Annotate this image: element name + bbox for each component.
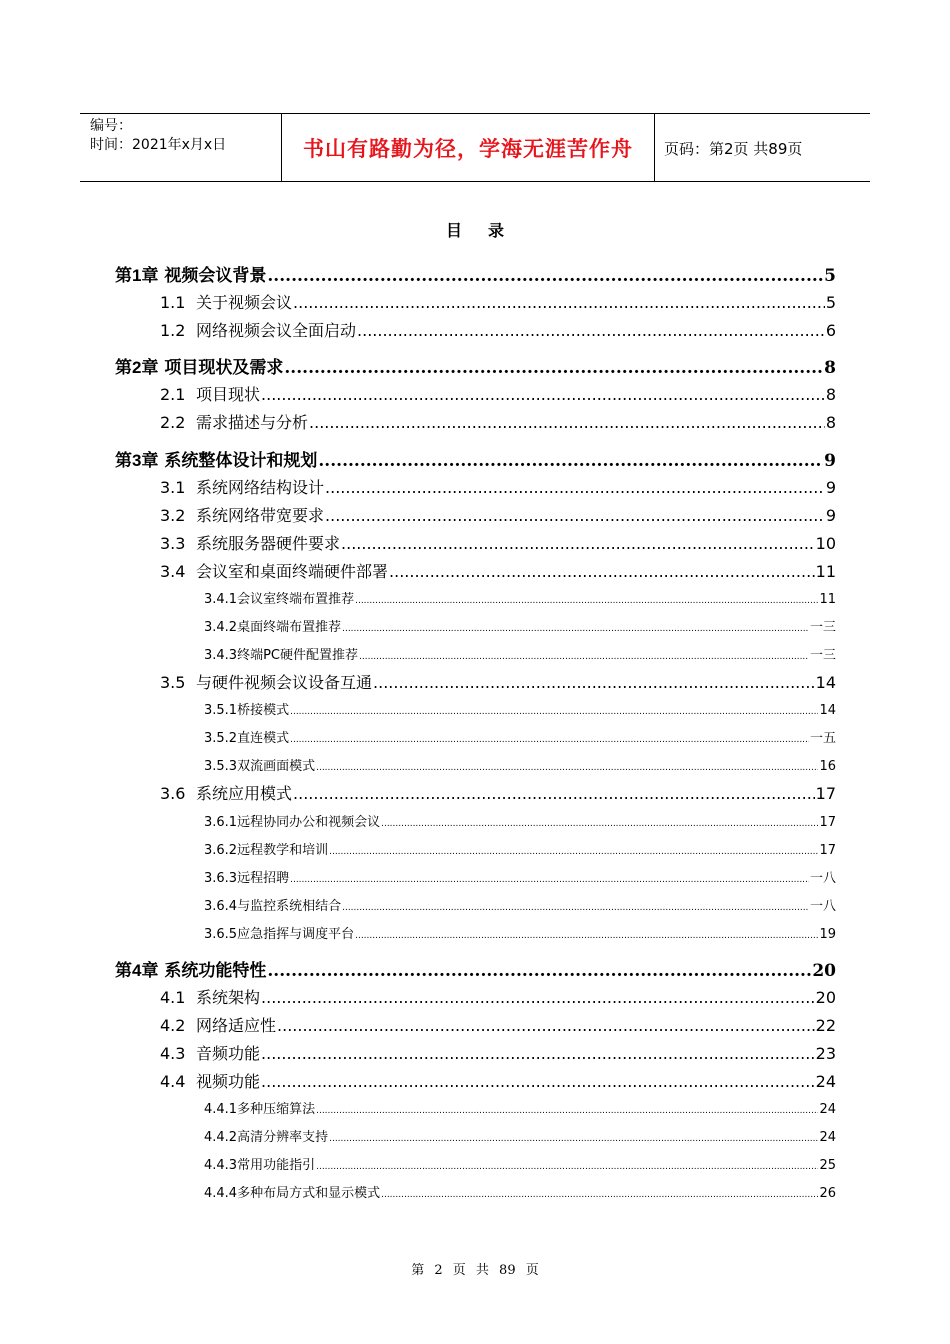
toc-title: 目录 bbox=[445, 221, 530, 240]
document-number: 编号： bbox=[90, 118, 132, 134]
toc-entry-3-6-4[interactable] bbox=[204, 895, 836, 914]
toc-entry-page: 25 bbox=[819, 1158, 836, 1173]
toc-entry-title: 音频功能 bbox=[196, 1044, 261, 1063]
toc-entry-number: 4.4.3 bbox=[204, 1158, 238, 1173]
toc-entry-page: 26 bbox=[819, 1186, 836, 1201]
toc-leader-dots bbox=[284, 358, 823, 378]
toc-entry-label bbox=[115, 446, 317, 471]
toc-entry-title: 与硬件视频会议设备互通 bbox=[196, 673, 373, 692]
document-time: 时间：2021年x月x日 bbox=[90, 137, 227, 153]
toc-entry-page: 23 bbox=[815, 1044, 836, 1063]
toc-entry-page: 10 bbox=[815, 534, 836, 553]
toc-entry-number: 1.2 bbox=[160, 321, 186, 340]
toc-leader-dots bbox=[329, 847, 818, 857]
toc-leader-dots bbox=[316, 1106, 818, 1116]
toc-entry-title: 系统功能特性 bbox=[158, 961, 267, 981]
toc-entry-title: 关于视频会议 bbox=[196, 293, 293, 312]
toc-entry-page: 19 bbox=[819, 927, 836, 942]
toc-entry-label bbox=[204, 895, 341, 914]
toc-entry-page: 17 bbox=[815, 784, 836, 803]
toc-entry-number: 4.4 bbox=[160, 1072, 186, 1091]
toc-entry-label bbox=[160, 318, 356, 341]
toc-entry-label bbox=[160, 1013, 276, 1036]
toc-entry-page: 11 bbox=[815, 562, 836, 581]
toc-entry-label bbox=[115, 353, 283, 378]
toc-entry-label bbox=[204, 644, 358, 663]
toc-entry-label bbox=[204, 755, 315, 774]
toc-entry-page: 5 bbox=[825, 293, 836, 312]
toc-entry-title: 系统网络带宽要求 bbox=[196, 506, 325, 525]
toc-entry-number: 4.2 bbox=[160, 1016, 186, 1035]
toc-leader-dots bbox=[355, 596, 818, 606]
toc-entry-4-4-3[interactable] bbox=[204, 1154, 836, 1173]
toc-entry-3-2[interactable] bbox=[160, 503, 836, 526]
toc-entry-page: 9 bbox=[825, 506, 836, 525]
toc-entry-label bbox=[204, 1182, 380, 1201]
toc-entry-title: 多种压缩算法 bbox=[237, 1102, 316, 1117]
toc-leader-dots bbox=[381, 819, 818, 829]
toc-entry-2-2[interactable] bbox=[160, 410, 836, 433]
toc-entry-label bbox=[204, 727, 289, 746]
toc-entry-label bbox=[160, 290, 292, 313]
toc-entry-number: 3.5 bbox=[160, 673, 186, 692]
toc-entry-label bbox=[204, 1098, 315, 1117]
toc-entry-title: 视频会议背景 bbox=[158, 266, 267, 286]
toc-entry-number: 3.5.2 bbox=[204, 731, 238, 746]
toc-entry-3-6[interactable] bbox=[160, 781, 836, 804]
toc-entry-3-5-2[interactable] bbox=[204, 727, 836, 746]
toc-entry-number: 第4章 bbox=[115, 961, 159, 980]
toc-entry-page: 一八 bbox=[809, 899, 836, 914]
toc-entry-3-1[interactable] bbox=[160, 475, 836, 498]
toc-leader-dots bbox=[325, 478, 825, 497]
toc-entry-label bbox=[204, 699, 289, 718]
toc-entry-4-4-1[interactable] bbox=[204, 1098, 836, 1117]
toc-entry-4-2[interactable] bbox=[160, 1013, 836, 1036]
toc-leader-dots bbox=[290, 735, 809, 745]
toc-entry-number: 4.4.1 bbox=[204, 1102, 238, 1117]
toc-entry-title: 多种布局方式和显示模式 bbox=[237, 1186, 381, 1201]
toc-leader-dots bbox=[341, 534, 815, 553]
toc-entry-number: 3.4.3 bbox=[204, 648, 238, 663]
toc-entry-page: 24 bbox=[815, 1072, 836, 1091]
toc-entry-number: 3.6.1 bbox=[204, 815, 238, 830]
toc-entry-4-3[interactable] bbox=[160, 1041, 836, 1064]
toc-entry-number: 4.1 bbox=[160, 988, 186, 1007]
toc-entry-2-1[interactable] bbox=[160, 382, 836, 405]
header-page-info: 页码：第2页 共89页 bbox=[664, 140, 803, 158]
toc-entry-number: 3.6.3 bbox=[204, 871, 238, 886]
toc-leader-dots bbox=[277, 1016, 815, 1035]
toc-entry-3-4-2[interactable] bbox=[204, 616, 836, 635]
toc-entry-label bbox=[204, 616, 341, 635]
toc-entry-title: 项目现状及需求 bbox=[158, 358, 284, 378]
toc-entry-page: 9 bbox=[824, 451, 836, 471]
toc-entry-title: 与监控系统相结合 bbox=[237, 899, 342, 914]
toc-entry-page: 一三 bbox=[809, 648, 836, 663]
toc-entry-label bbox=[160, 781, 292, 804]
toc-entry-page: 24 bbox=[819, 1130, 836, 1145]
toc-entry-3-6-1[interactable] bbox=[204, 811, 836, 830]
toc-entry-label bbox=[204, 1154, 315, 1173]
toc-entry-1-1[interactable] bbox=[160, 290, 836, 313]
toc-entry-page: 6 bbox=[825, 321, 836, 340]
toc-leader-dots bbox=[373, 673, 815, 692]
toc-leader-dots bbox=[261, 1044, 815, 1063]
toc-entry-title: 常用功能指引 bbox=[237, 1158, 316, 1173]
toc-leader-dots bbox=[325, 506, 825, 525]
toc-leader-dots bbox=[261, 1072, 815, 1091]
toc-entry-page: 9 bbox=[825, 478, 836, 497]
toc-entry-number: 第2章 bbox=[115, 358, 159, 377]
toc-entry-label bbox=[204, 811, 380, 830]
toc-leader-dots bbox=[309, 413, 825, 432]
toc-entry-number: 3.6.5 bbox=[204, 927, 238, 942]
toc-entry-title: 桥接模式 bbox=[237, 703, 290, 718]
toc-entry-label bbox=[204, 839, 328, 858]
toc-entry-title: 系统架构 bbox=[196, 988, 261, 1007]
toc-entry-label bbox=[160, 670, 372, 693]
toc-leader-dots bbox=[316, 1162, 818, 1172]
toc-entry-number: 第3章 bbox=[115, 451, 159, 470]
toc-entry-3-5-3[interactable] bbox=[204, 755, 836, 774]
toc-entry-number: 3.1 bbox=[160, 478, 186, 497]
toc-leader-dots bbox=[318, 451, 823, 471]
toc-entry-label bbox=[160, 475, 324, 498]
toc-leader-dots bbox=[267, 961, 811, 981]
toc-entry-title: 网络适应性 bbox=[196, 1016, 277, 1035]
toc-entry-label bbox=[160, 531, 340, 554]
toc-entry-3-6-5[interactable] bbox=[204, 923, 836, 942]
toc-leader-dots bbox=[342, 903, 809, 913]
toc-entry-title: 会议室终端布置推荐 bbox=[237, 592, 355, 607]
toc-leader-dots bbox=[316, 763, 818, 773]
toc-entry-label bbox=[160, 985, 260, 1008]
toc-entry-title: 应急指挥与调度平台 bbox=[237, 927, 355, 942]
header-motto: 书山有路勤为径，学海无涯苦作舟 bbox=[303, 135, 633, 161]
toc-leader-dots bbox=[261, 385, 825, 404]
toc-entry-title: 网络视频会议全面启动 bbox=[196, 321, 357, 340]
toc-entry-title: 终端PC硬件配置推荐 bbox=[237, 648, 358, 663]
toc-leader-dots bbox=[261, 988, 815, 1007]
toc-entry-title: 双流画面模式 bbox=[237, 759, 316, 774]
toc-entry-3-6-2[interactable] bbox=[204, 839, 836, 858]
toc-entry-title: 远程招聘 bbox=[237, 871, 290, 886]
toc-entry-number: 3.5.3 bbox=[204, 759, 238, 774]
toc-entry-page: 8 bbox=[825, 385, 836, 404]
toc-entry-label bbox=[204, 923, 354, 942]
toc-entry-page: 一三 bbox=[809, 620, 836, 635]
toc-entry-title: 需求描述与分析 bbox=[196, 413, 309, 432]
toc-entry-title: 直连模式 bbox=[237, 731, 290, 746]
toc-entry-1-2[interactable] bbox=[160, 318, 836, 341]
toc-leader-dots bbox=[267, 266, 823, 286]
toc-entry-page: 一八 bbox=[809, 871, 836, 886]
toc-leader-dots bbox=[355, 931, 818, 941]
toc-entry-4-4-2[interactable] bbox=[204, 1126, 836, 1145]
toc-entry-page: 11 bbox=[819, 592, 836, 607]
toc-leader-dots bbox=[293, 293, 825, 312]
toc-entry-page: 20 bbox=[812, 961, 836, 981]
toc-entry-page: 20 bbox=[815, 988, 836, 1007]
toc-entry-number: 3.6.2 bbox=[204, 843, 238, 858]
toc-entry-number: 3.3 bbox=[160, 534, 186, 553]
toc-leader-dots bbox=[389, 562, 815, 581]
toc-entry-number: 1.1 bbox=[160, 293, 186, 312]
toc-entry-3-6-3[interactable] bbox=[204, 867, 836, 886]
toc-entry-page: 一五 bbox=[809, 731, 836, 746]
toc-entry-page: 17 bbox=[819, 843, 836, 858]
toc-entry-title: 桌面终端布置推荐 bbox=[237, 620, 342, 635]
toc-entry-label bbox=[160, 503, 324, 526]
toc-entry-page: 14 bbox=[819, 703, 836, 718]
toc-entry-title: 视频功能 bbox=[196, 1072, 261, 1091]
toc-entry-label bbox=[160, 410, 308, 433]
toc-entry-4[interactable] bbox=[115, 956, 836, 981]
toc-entry-number: 第1章 bbox=[115, 266, 159, 285]
toc-entry-number: 4.4.2 bbox=[204, 1130, 238, 1145]
toc-entry-title: 系统整体设计和规划 bbox=[158, 451, 318, 471]
toc-entry-3-3[interactable] bbox=[160, 531, 836, 554]
toc-entry-number: 4.3 bbox=[160, 1044, 186, 1063]
toc-entry-4-1[interactable] bbox=[160, 985, 836, 1008]
toc-entry-title: 会议室和桌面终端硬件部署 bbox=[196, 562, 389, 581]
toc-entry-page: 14 bbox=[815, 673, 836, 692]
toc-leader-dots bbox=[359, 652, 809, 662]
toc-entry-number: 3.2 bbox=[160, 506, 186, 525]
toc-entry-label bbox=[160, 1069, 260, 1092]
toc-entry-number: 2.1 bbox=[160, 385, 186, 404]
toc-entry-title: 远程教学和培训 bbox=[237, 843, 329, 858]
toc-entry-number: 3.6.4 bbox=[204, 899, 238, 914]
toc-leader-dots bbox=[290, 875, 809, 885]
toc-entry-label bbox=[204, 867, 289, 886]
toc-leader-dots bbox=[381, 1190, 818, 1200]
toc-entry-label bbox=[160, 1041, 260, 1064]
toc-entry-label bbox=[160, 382, 260, 405]
toc-entry-number: 3.4 bbox=[160, 562, 186, 581]
toc-entry-number: 3.4.1 bbox=[204, 592, 238, 607]
toc-entry-3-4-3[interactable] bbox=[204, 644, 836, 663]
toc-entry-number: 3.4.2 bbox=[204, 620, 238, 635]
toc-entry-page: 5 bbox=[824, 266, 836, 286]
toc-entry-title: 高清分辨率支持 bbox=[237, 1130, 329, 1145]
toc-entry-page: 8 bbox=[824, 358, 836, 378]
toc-entry-number: 3.6 bbox=[160, 784, 186, 803]
toc-entry-4-4-4[interactable] bbox=[204, 1182, 836, 1201]
toc-entry-number: 4.4.4 bbox=[204, 1186, 238, 1201]
toc-entry-4-4[interactable] bbox=[160, 1069, 836, 1092]
page-footer: 第 2 页 共 89 页 bbox=[411, 1263, 539, 1278]
toc-entry-title: 系统网络结构设计 bbox=[196, 478, 325, 497]
toc-entry-title: 远程协同办公和视频会议 bbox=[237, 815, 381, 830]
toc-entry-label bbox=[160, 559, 388, 582]
header-meta bbox=[90, 117, 226, 155]
toc-entry-1[interactable] bbox=[115, 261, 836, 286]
toc-entry-title: 系统应用模式 bbox=[196, 784, 293, 803]
toc-entry-number: 2.2 bbox=[160, 413, 186, 432]
toc-entry-title: 项目现状 bbox=[196, 385, 261, 404]
toc-entry-page: 24 bbox=[819, 1102, 836, 1117]
toc-entry-title: 系统服务器硬件要求 bbox=[196, 534, 341, 553]
toc-leader-dots bbox=[329, 1134, 818, 1144]
toc-entry-page: 16 bbox=[819, 759, 836, 774]
toc-entry-page: 8 bbox=[825, 413, 836, 432]
toc-entry-label bbox=[115, 956, 266, 981]
toc-entry-label bbox=[204, 588, 354, 607]
toc-entry-3-4[interactable] bbox=[160, 559, 836, 582]
toc-entry-number: 3.5.1 bbox=[204, 703, 238, 718]
toc-leader-dots bbox=[290, 707, 818, 717]
toc-leader-dots bbox=[357, 321, 825, 340]
toc-entry-page: 22 bbox=[815, 1016, 836, 1035]
toc-entry-page: 17 bbox=[819, 815, 836, 830]
toc-entry-3-5-1[interactable] bbox=[204, 699, 836, 718]
toc-entry-label bbox=[115, 261, 266, 286]
toc-leader-dots bbox=[293, 784, 815, 803]
toc-entry-3-5[interactable] bbox=[160, 670, 836, 693]
toc-entry-3-4-1[interactable] bbox=[204, 588, 836, 607]
toc-entry-2[interactable] bbox=[115, 353, 836, 378]
toc-leader-dots bbox=[342, 624, 809, 634]
header-divider-right bbox=[654, 113, 655, 182]
toc-entry-3[interactable] bbox=[115, 446, 836, 471]
toc-entry-label bbox=[204, 1126, 328, 1145]
